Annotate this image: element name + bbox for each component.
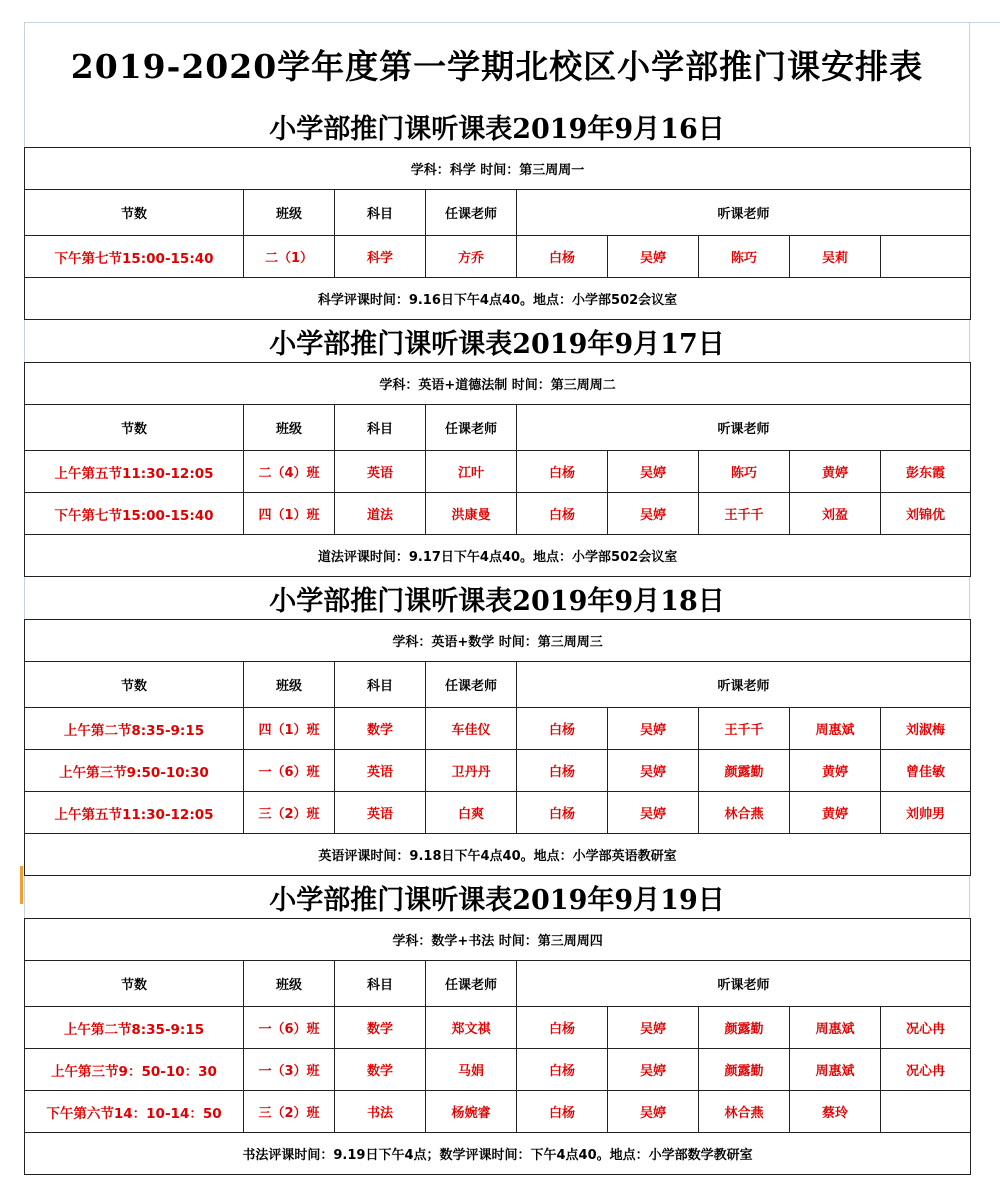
observer-cell: 周惠斌 (790, 1007, 881, 1049)
period-cell: 上午第五节11:30-12:05 (25, 792, 244, 834)
day-subtitle: 学科：英语+道德法制 时间：第三周周二 (25, 363, 971, 405)
subject-cell: 道法 (335, 493, 426, 535)
observer-cell: 彭东霞 (881, 451, 971, 493)
observer-cell: 白杨 (517, 708, 608, 750)
class-cell: 三（2）班 (244, 792, 335, 834)
observer-cell: 吴婷 (608, 1007, 699, 1049)
observer-cell: 周惠斌 (790, 1049, 881, 1091)
header-observers: 听课老师 (517, 190, 971, 236)
observer-cell: 吴婷 (608, 1049, 699, 1091)
subject-cell: 英语 (335, 451, 426, 493)
table-row (25, 1007, 971, 1049)
teacher-cell: 江叶 (426, 451, 517, 493)
header-class: 班级 (244, 961, 335, 1007)
teacher-cell: 杨婉睿 (426, 1091, 517, 1133)
period-cell: 上午第三节9：50-10：30 (25, 1049, 244, 1091)
observer-cell: 白杨 (517, 1007, 608, 1049)
day-table (24, 918, 971, 1175)
teacher-cell: 卫丹丹 (426, 750, 517, 792)
observer-cell: 林合燕 (699, 1091, 790, 1133)
period-cell: 下午第六节14：10-14：50 (25, 1091, 244, 1133)
header-period: 节数 (25, 662, 244, 708)
observer-cell: 白杨 (517, 1091, 608, 1133)
header-class: 班级 (244, 405, 335, 451)
observer-cell (881, 1091, 971, 1133)
class-cell: 四（1）班 (244, 708, 335, 750)
table-row (25, 1049, 971, 1091)
observer-cell: 吴莉 (790, 236, 881, 278)
observer-cell: 陈巧 (699, 451, 790, 493)
day-subtitle: 学科：英语+数学 时间：第三周周三 (25, 620, 971, 662)
table-row (25, 750, 971, 792)
observer-cell: 周惠斌 (790, 708, 881, 750)
schedule-sheet (24, 22, 970, 1175)
subject-cell: 英语 (335, 792, 426, 834)
header-observers: 听课老师 (517, 961, 971, 1007)
observer-cell: 吴婷 (608, 236, 699, 278)
observer-cell: 吴婷 (608, 1091, 699, 1133)
period-cell: 下午第七节15:00-15:40 (25, 236, 244, 278)
subject-cell: 英语 (335, 750, 426, 792)
table-row (25, 792, 971, 834)
header-row (25, 405, 971, 451)
review-note: 道法评课时间：9.17日下午4点40。地点：小学部502会议室 (25, 535, 971, 577)
header-subject: 科目 (335, 662, 426, 708)
class-cell: 三（2）班 (244, 1091, 335, 1133)
class-cell: 二（1） (244, 236, 335, 278)
header-period: 节数 (25, 405, 244, 451)
teacher-cell: 郑文祺 (426, 1007, 517, 1049)
period-cell: 上午第五节11:30-12:05 (25, 451, 244, 493)
period-cell: 下午第七节15:00-15:40 (25, 493, 244, 535)
class-cell: 一（6）班 (244, 750, 335, 792)
observer-cell: 颜露勤 (699, 1049, 790, 1091)
observer-cell: 黄婷 (790, 792, 881, 834)
observer-cell: 白杨 (517, 750, 608, 792)
row-selection-marker (20, 866, 23, 904)
table-row (25, 1091, 971, 1133)
review-note: 书法评课时间：9.19日下午4点；数学评课时间：下午4点40。地点：小学部数学教研室 (25, 1133, 971, 1175)
header-teacher: 任课老师 (426, 405, 517, 451)
header-row (25, 961, 971, 1007)
observer-cell: 林合燕 (699, 792, 790, 834)
table-row (25, 236, 971, 278)
day-subtitle: 学科：科学 时间：第三周周一 (25, 148, 971, 190)
observer-cell: 颜露勤 (699, 750, 790, 792)
header-subject: 科目 (335, 961, 426, 1007)
day-title: 小学部推门课听课表2019年9月18日 (24, 577, 970, 619)
class-cell: 一（6）班 (244, 1007, 335, 1049)
period-cell: 上午第二节8:35-9:15 (25, 708, 244, 750)
observer-cell: 白杨 (517, 493, 608, 535)
observer-cell: 刘锦优 (881, 493, 971, 535)
observer-cell: 况心冉 (881, 1007, 971, 1049)
day-title: 小学部推门课听课表2019年9月16日 (24, 105, 970, 147)
observer-cell: 刘帅男 (881, 792, 971, 834)
teacher-cell: 方乔 (426, 236, 517, 278)
subject-cell: 数学 (335, 1007, 426, 1049)
observer-cell: 颜露勤 (699, 1007, 790, 1049)
teacher-cell: 马娟 (426, 1049, 517, 1091)
observer-cell: 曾佳敏 (881, 750, 971, 792)
header-teacher: 任课老师 (426, 961, 517, 1007)
observer-cell: 黄婷 (790, 451, 881, 493)
page-title: 2019-2020学年度第一学期北校区小学部推门课安排表 (24, 22, 970, 105)
day-title: 小学部推门课听课表2019年9月17日 (24, 320, 970, 362)
observer-cell: 吴婷 (608, 792, 699, 834)
header-row (25, 662, 971, 708)
observer-cell (881, 236, 971, 278)
observer-cell: 吴婷 (608, 493, 699, 535)
observer-cell: 王千千 (699, 493, 790, 535)
observer-cell: 刘淑梅 (881, 708, 971, 750)
header-class: 班级 (244, 190, 335, 236)
day-table (24, 362, 971, 577)
header-row (25, 190, 971, 236)
observer-cell: 白杨 (517, 236, 608, 278)
subject-cell: 书法 (335, 1091, 426, 1133)
period-cell: 上午第二节8:35-9:15 (25, 1007, 244, 1049)
class-cell: 二（4）班 (244, 451, 335, 493)
observer-cell: 吴婷 (608, 750, 699, 792)
observer-cell: 白杨 (517, 451, 608, 493)
observer-cell: 白杨 (517, 1049, 608, 1091)
observer-cell: 白杨 (517, 792, 608, 834)
observer-cell: 刘盈 (790, 493, 881, 535)
class-cell: 一（3）班 (244, 1049, 335, 1091)
sheet-gridline (970, 22, 1000, 23)
class-cell: 四（1）班 (244, 493, 335, 535)
day-subtitle: 学科：数学+书法 时间：第三周周四 (25, 919, 971, 961)
observer-cell: 况心冉 (881, 1049, 971, 1091)
review-note: 科学评课时间：9.16日下午4点40。地点：小学部502会议室 (25, 278, 971, 320)
header-period: 节数 (25, 190, 244, 236)
table-row (25, 493, 971, 535)
subject-cell: 科学 (335, 236, 426, 278)
review-note: 英语评课时间：9.18日下午4点40。地点：小学部英语教研室 (25, 834, 971, 876)
observer-cell: 蔡玲 (790, 1091, 881, 1133)
day-title: 小学部推门课听课表2019年9月19日 (24, 876, 970, 918)
table-row (25, 708, 971, 750)
observer-cell: 王千千 (699, 708, 790, 750)
period-cell: 上午第三节9:50-10:30 (25, 750, 244, 792)
day-table (24, 147, 971, 320)
header-teacher: 任课老师 (426, 662, 517, 708)
observer-cell: 吴婷 (608, 451, 699, 493)
teacher-cell: 洪康曼 (426, 493, 517, 535)
subject-cell: 数学 (335, 708, 426, 750)
header-observers: 听课老师 (517, 662, 971, 708)
header-class: 班级 (244, 662, 335, 708)
header-subject: 科目 (335, 190, 426, 236)
observer-cell: 陈巧 (699, 236, 790, 278)
teacher-cell: 白爽 (426, 792, 517, 834)
table-row (25, 451, 971, 493)
day-table (24, 619, 971, 876)
header-teacher: 任课老师 (426, 190, 517, 236)
header-observers: 听课老师 (517, 405, 971, 451)
subject-cell: 数学 (335, 1049, 426, 1091)
header-period: 节数 (25, 961, 244, 1007)
observer-cell: 黄婷 (790, 750, 881, 792)
header-subject: 科目 (335, 405, 426, 451)
observer-cell: 吴婷 (608, 708, 699, 750)
teacher-cell: 车佳仪 (426, 708, 517, 750)
